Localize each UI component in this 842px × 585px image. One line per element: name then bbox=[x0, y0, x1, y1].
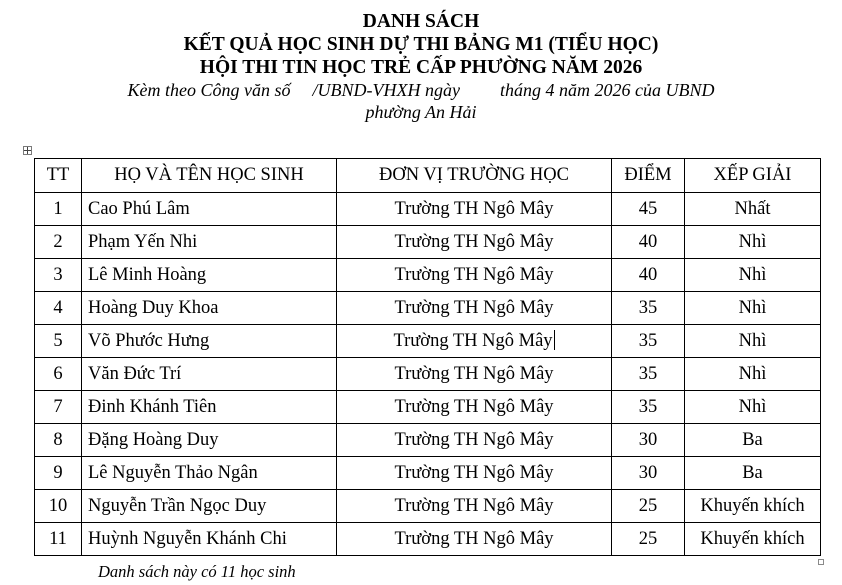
cell-student-name[interactable] bbox=[82, 490, 337, 523]
cell-tt-text: 2 bbox=[53, 231, 63, 252]
cell-student-name-text: Đặng Hoàng Duy bbox=[88, 429, 219, 450]
table-row bbox=[35, 292, 821, 325]
cell-tt-text: 11 bbox=[49, 528, 67, 549]
cell-score-text: 40 bbox=[638, 264, 658, 285]
table-row bbox=[35, 457, 821, 490]
table-row bbox=[35, 193, 821, 226]
table-header-row bbox=[35, 159, 821, 193]
cell-award-text: Ba bbox=[742, 462, 763, 483]
cell-student-name-text: Lê Minh Hoàng bbox=[88, 264, 207, 285]
cell-tt-text: 1 bbox=[53, 198, 63, 219]
cell-award[interactable] bbox=[685, 490, 821, 523]
cell-score-text: 35 bbox=[638, 363, 658, 384]
cell-score[interactable] bbox=[612, 325, 685, 358]
subtitle-part2: /UBND-VHXH ngày bbox=[312, 80, 460, 100]
cell-award-text: Khuyến khích bbox=[700, 528, 805, 549]
cell-school-text: Trường TH Ngô Mây bbox=[394, 495, 554, 516]
cell-school[interactable] bbox=[337, 226, 612, 259]
cell-school-text: Trường TH Ngô Mây bbox=[394, 528, 554, 549]
cell-award-text: Nhất bbox=[734, 198, 771, 219]
cell-score[interactable] bbox=[612, 226, 685, 259]
cell-student-name[interactable] bbox=[82, 358, 337, 391]
cell-award[interactable] bbox=[685, 358, 821, 391]
col-header-award: XẾP GIẢI bbox=[685, 159, 821, 193]
cell-student-name[interactable] bbox=[82, 226, 337, 259]
cell-score[interactable] bbox=[612, 358, 685, 391]
col-header-name: HỌ VÀ TÊN HỌC SINH bbox=[82, 159, 337, 193]
cell-tt[interactable] bbox=[35, 391, 82, 424]
doc-title-line3: HỘI THI TIN HỌC TRẺ CẤP PHƯỜNG NĂM 2026 bbox=[199, 57, 643, 78]
cell-school[interactable] bbox=[337, 193, 612, 226]
cell-school[interactable] bbox=[337, 424, 612, 457]
cell-award[interactable] bbox=[685, 292, 821, 325]
cell-student-name[interactable] bbox=[82, 424, 337, 457]
cell-school-text: Trường TH Ngô Mây bbox=[393, 331, 553, 351]
doc-subtitle bbox=[0, 79, 842, 101]
col-header-score: ĐIỂM bbox=[612, 159, 685, 193]
cell-tt-text: 6 bbox=[53, 363, 63, 384]
cell-student-name[interactable] bbox=[82, 457, 337, 490]
cell-school[interactable] bbox=[337, 490, 612, 523]
cell-student-name-text: Võ Phước Hưng bbox=[88, 330, 210, 351]
table-row bbox=[35, 424, 821, 457]
cell-school[interactable] bbox=[337, 292, 612, 325]
cell-student-name-text: Phạm Yến Nhi bbox=[88, 231, 198, 252]
table-row bbox=[35, 325, 821, 358]
cell-tt-text: 10 bbox=[48, 495, 68, 516]
cell-score[interactable] bbox=[612, 259, 685, 292]
cell-score-text: 35 bbox=[638, 396, 658, 417]
cell-school-text: Trường TH Ngô Mây bbox=[394, 198, 554, 219]
cell-score[interactable] bbox=[612, 523, 685, 556]
cell-tt-text: 7 bbox=[53, 396, 63, 417]
text-cursor bbox=[554, 330, 555, 350]
cell-award-text: Nhì bbox=[738, 363, 767, 384]
subtitle-part3: tháng 4 năm 2026 của UBND bbox=[499, 80, 715, 100]
cell-score[interactable] bbox=[612, 391, 685, 424]
cell-student-name-text: Hoàng Duy Khoa bbox=[88, 297, 219, 318]
cell-student-name[interactable] bbox=[82, 292, 337, 325]
cell-tt-text: 5 bbox=[53, 330, 63, 351]
cell-score-text: 35 bbox=[638, 330, 658, 351]
cell-school-text: Trường TH Ngô Mây bbox=[394, 429, 554, 450]
cell-student-name-text: Đinh Khánh Tiên bbox=[88, 396, 217, 417]
cell-award-text: Nhì bbox=[738, 231, 767, 252]
cell-tt-text: 9 bbox=[53, 462, 63, 483]
cell-tt[interactable] bbox=[35, 193, 82, 226]
cell-student-name-text: Huỳnh Nguyễn Khánh Chi bbox=[88, 528, 287, 549]
cell-school-text: Trường TH Ngô Mây bbox=[394, 396, 554, 417]
table-row bbox=[35, 523, 821, 556]
cell-school-text: Trường TH Ngô Mây bbox=[394, 363, 554, 384]
cell-tt[interactable] bbox=[35, 358, 82, 391]
cell-award[interactable] bbox=[685, 424, 821, 457]
cell-tt[interactable] bbox=[35, 226, 82, 259]
cell-award-text: Ba bbox=[742, 429, 763, 450]
cell-score[interactable] bbox=[612, 457, 685, 490]
cell-award[interactable] bbox=[685, 226, 821, 259]
cell-student-name-text: Lê Nguyễn Thảo Ngân bbox=[88, 462, 258, 483]
cell-score[interactable] bbox=[612, 193, 685, 226]
cell-student-name-text: Văn Đức Trí bbox=[88, 363, 182, 384]
doc-title: DANH SÁCH bbox=[362, 11, 480, 32]
resize-handle-icon[interactable] bbox=[818, 559, 824, 565]
cell-tt[interactable] bbox=[35, 292, 82, 325]
col-header-tt: TT bbox=[35, 159, 82, 193]
cell-tt[interactable] bbox=[35, 259, 82, 292]
cell-award-text: Nhì bbox=[738, 396, 767, 417]
doc-subtitle-line2: phường An Hải bbox=[365, 102, 477, 122]
table-row bbox=[35, 358, 821, 391]
cell-school[interactable] bbox=[337, 358, 612, 391]
cell-score-text: 30 bbox=[638, 429, 658, 450]
cell-score-text: 25 bbox=[638, 528, 658, 549]
cell-tt[interactable] bbox=[35, 325, 82, 358]
cell-student-name-text: Nguyễn Trần Ngọc Duy bbox=[88, 495, 267, 516]
cell-school[interactable] bbox=[337, 325, 612, 358]
table-row bbox=[35, 490, 821, 523]
cell-tt-text: 8 bbox=[53, 429, 63, 450]
cell-score-text: 30 bbox=[638, 462, 658, 483]
subtitle-part1: Kèm theo Công văn số bbox=[127, 80, 291, 100]
cell-school-text: Trường TH Ngô Mây bbox=[394, 462, 554, 483]
cell-tt-text: 3 bbox=[53, 264, 63, 285]
footer-note: Danh sách này có 11 học sinh bbox=[98, 562, 296, 581]
cell-school-text: Trường TH Ngô Mây bbox=[394, 231, 554, 252]
cell-award[interactable] bbox=[685, 523, 821, 556]
document-header bbox=[0, 10, 842, 123]
cell-score[interactable] bbox=[612, 424, 685, 457]
table-row bbox=[35, 259, 821, 292]
doc-title-line2: KẾT QUẢ HỌC SINH DỰ THI BẢNG M1 (TIỂU HỌC) bbox=[183, 34, 659, 55]
cell-tt[interactable] bbox=[35, 457, 82, 490]
results-table bbox=[34, 158, 821, 556]
cell-award-text: Nhì bbox=[738, 264, 767, 285]
cell-student-name[interactable] bbox=[82, 391, 337, 424]
cell-award[interactable] bbox=[685, 193, 821, 226]
cell-score-text: 25 bbox=[638, 495, 658, 516]
cell-student-name-text: Cao Phú Lâm bbox=[88, 198, 190, 219]
cell-school[interactable] bbox=[337, 457, 612, 490]
cell-award[interactable] bbox=[685, 259, 821, 292]
cell-tt[interactable] bbox=[35, 424, 82, 457]
cell-school[interactable] bbox=[337, 259, 612, 292]
cell-tt[interactable] bbox=[35, 523, 82, 556]
cell-tt-text: 4 bbox=[53, 297, 63, 318]
cell-student-name[interactable] bbox=[82, 325, 337, 358]
cell-award-text: Nhì bbox=[738, 330, 767, 351]
cell-score-text: 40 bbox=[638, 231, 658, 252]
cell-school[interactable] bbox=[337, 391, 612, 424]
cell-award[interactable] bbox=[685, 391, 821, 424]
cell-award-text: Nhì bbox=[738, 297, 767, 318]
col-header-school: ĐƠN VỊ TRƯỜNG HỌC bbox=[337, 159, 612, 193]
cell-score-text: 45 bbox=[638, 198, 658, 219]
cell-award[interactable] bbox=[685, 325, 821, 358]
cell-score[interactable] bbox=[612, 490, 685, 523]
cell-student-name[interactable] bbox=[82, 259, 337, 292]
cell-award[interactable] bbox=[685, 457, 821, 490]
cell-student-name[interactable] bbox=[82, 523, 337, 556]
cell-tt[interactable] bbox=[35, 490, 82, 523]
table-row bbox=[35, 226, 821, 259]
cell-school[interactable] bbox=[337, 523, 612, 556]
table-row bbox=[35, 391, 821, 424]
cell-student-name[interactable] bbox=[82, 193, 337, 226]
cell-school-text: Trường TH Ngô Mây bbox=[394, 297, 554, 318]
cell-award-text: Khuyến khích bbox=[700, 495, 805, 516]
cell-score-text: 35 bbox=[638, 297, 658, 318]
move-arrows-icon[interactable] bbox=[23, 146, 32, 155]
cell-score[interactable] bbox=[612, 292, 685, 325]
cell-school-text: Trường TH Ngô Mây bbox=[394, 264, 554, 285]
